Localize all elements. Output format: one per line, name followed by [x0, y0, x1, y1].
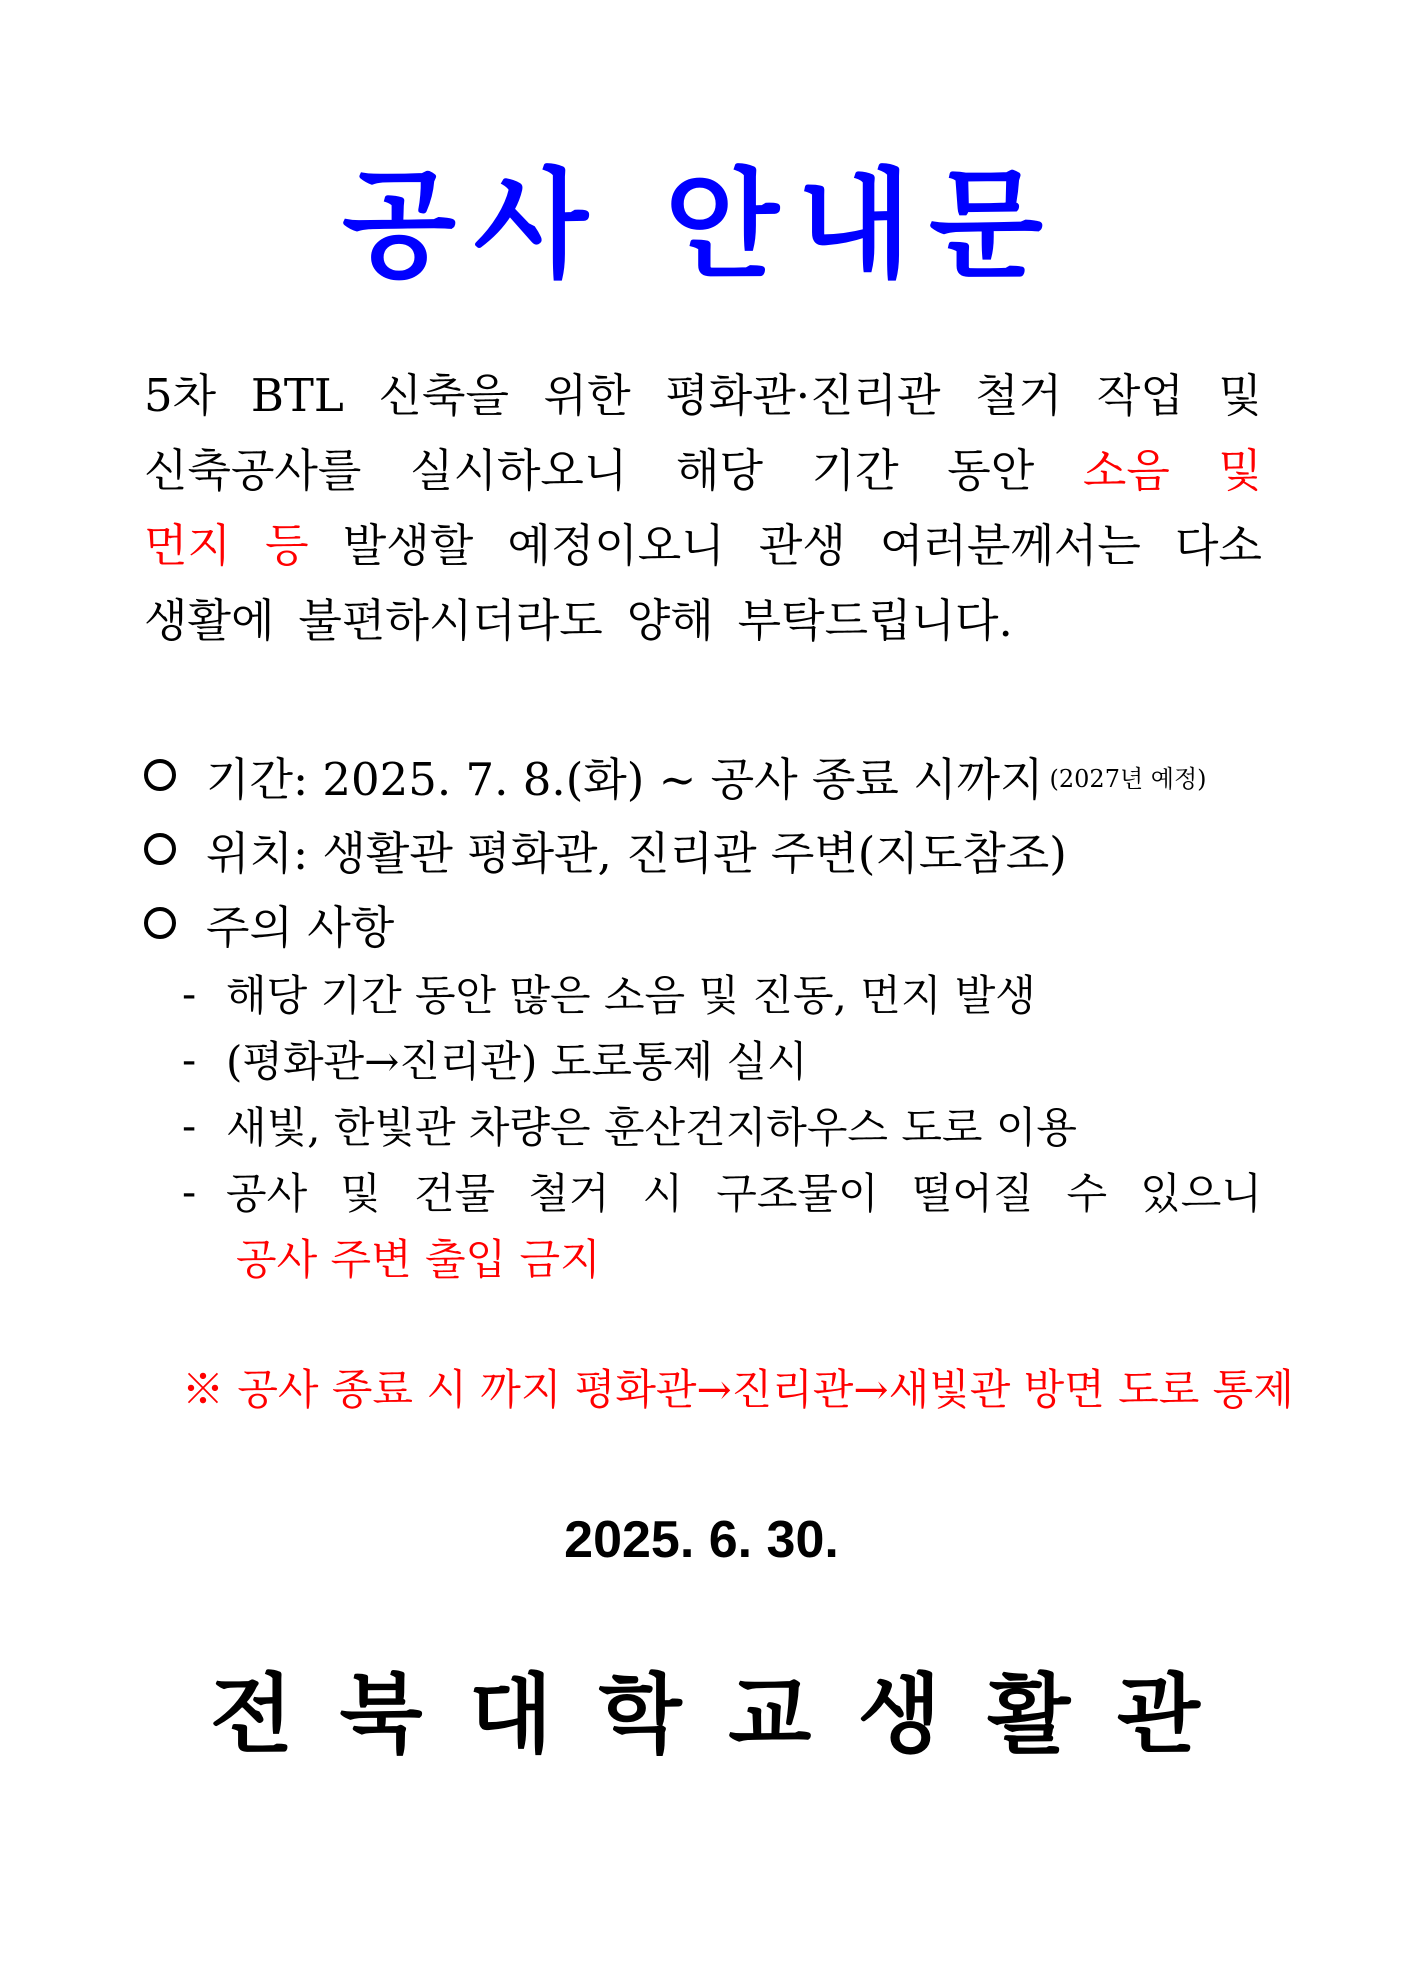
caution-item-continuation	[182, 1224, 1262, 1290]
no-entry-text: 공사 주변 출입 금지	[236, 1235, 601, 1284]
org-char: 학	[598, 1665, 682, 1765]
word: 불편하시더라도	[298, 594, 603, 647]
org-char: 활	[987, 1665, 1071, 1765]
notice-date: 2025. 6. 30.	[564, 1511, 839, 1569]
info-bullets	[144, 738, 1262, 960]
highlight-word: 소음	[1082, 444, 1170, 497]
word: 해당	[676, 444, 763, 497]
intro-line-2	[144, 433, 1262, 508]
word: 건물	[413, 1169, 496, 1218]
word: 및	[340, 1169, 381, 1218]
word: 떨어질	[911, 1169, 1034, 1218]
location-text: 위치: 생활관 평화관, 진리관 주변(지도참조)	[206, 826, 1067, 880]
dash-bullet: -	[182, 1166, 197, 1216]
caution-text: 새빛, 한빛관 차량은 훈산건지하우스 도로 이용	[226, 1103, 1077, 1152]
word: 철거	[528, 1169, 610, 1218]
word: 있으니	[1140, 1169, 1262, 1218]
word: 평화관·진리관	[665, 369, 941, 422]
caution-item	[182, 1158, 1262, 1224]
intro-line-4	[144, 583, 1262, 658]
dash-bullet: -	[182, 1100, 197, 1150]
word: 공사	[226, 1169, 308, 1218]
caution-item	[182, 960, 1262, 1026]
word: 예정이오니	[507, 519, 725, 572]
word: 실시하오니	[410, 444, 628, 497]
word: 작업	[1096, 369, 1184, 422]
bullet-period	[144, 738, 1262, 812]
caution-item	[182, 1026, 1262, 1092]
circle-bullet-icon	[144, 833, 176, 865]
caution-list	[182, 960, 1262, 1290]
intro-line-1	[144, 358, 1262, 433]
highlight-word: 및	[1218, 444, 1262, 497]
dash-bullet: -	[182, 1034, 197, 1084]
page-title: 공사 안내문	[341, 156, 1062, 294]
word: 신축을	[378, 369, 509, 422]
word: 여러분께서는	[880, 519, 1141, 572]
org-char: 대	[469, 1665, 553, 1765]
word: 철거	[975, 369, 1063, 422]
word: 부탁드립니다.	[737, 594, 1013, 647]
word: 동안	[947, 444, 1035, 497]
word: 생활에	[144, 594, 275, 647]
dash-bullet: -	[182, 968, 197, 1018]
word: 구조물이	[716, 1169, 879, 1218]
word: BTL	[250, 369, 344, 422]
highlight-word: 먼지	[144, 519, 231, 572]
bullet-caution	[144, 886, 1262, 960]
period-note: (2027년 예정)	[1049, 765, 1207, 793]
caution-heading: 주의 사항	[206, 900, 395, 954]
org-char: 생	[857, 1665, 941, 1765]
word: 발생할	[342, 519, 474, 572]
word: 양해	[626, 594, 714, 647]
word: 관생	[758, 519, 846, 572]
circle-bullet-icon	[144, 759, 176, 791]
highlight-word: 등	[265, 519, 309, 572]
word: 5차	[144, 369, 217, 422]
period-text: 기간: 2025. 7. 8.(화) ~ 공사 종료 시까지	[206, 752, 1044, 806]
org-char: 전	[210, 1665, 294, 1765]
bullet-location	[144, 812, 1262, 886]
caution-text	[226, 1161, 1262, 1221]
organization-name	[210, 1660, 1200, 1770]
word: 시	[642, 1169, 684, 1218]
caution-text: (평화관→진리관) 도로통제 실시	[226, 1037, 808, 1086]
org-char: 교	[728, 1665, 812, 1765]
word: 신축공사를	[144, 444, 362, 497]
org-char: 북	[339, 1665, 423, 1765]
caution-text: 해당 기간 동안 많은 소음 및 진동, 먼지 발생	[226, 971, 1036, 1020]
org-char: 관	[1116, 1665, 1200, 1765]
road-control-warning: ※ 공사 종료 시 까지 평화관→진리관→새빛관 방면 도로 통제	[182, 1365, 1294, 1414]
word: 및	[1218, 369, 1262, 422]
word: 기간	[811, 444, 899, 497]
intro-paragraph	[144, 358, 1262, 658]
word: 다소	[1175, 519, 1262, 572]
caution-item	[182, 1092, 1262, 1158]
intro-line-3	[144, 508, 1262, 583]
word: 수	[1066, 1169, 1108, 1218]
word: 위한	[543, 369, 631, 422]
circle-bullet-icon	[144, 907, 176, 939]
